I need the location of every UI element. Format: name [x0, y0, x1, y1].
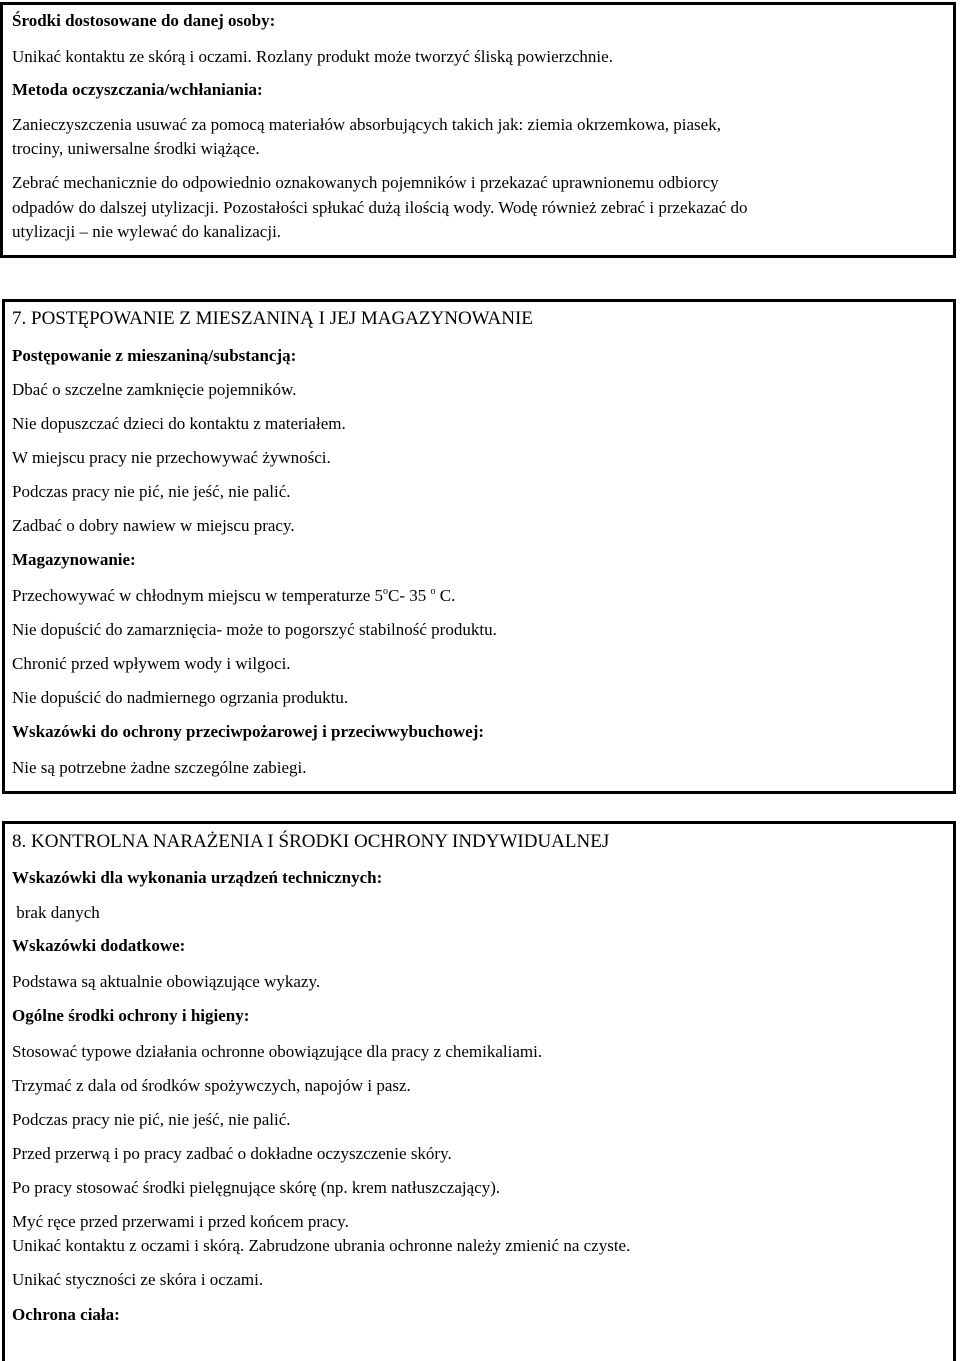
handling-item: Podczas pracy nie pić, nie jeść, nie palić.: [12, 482, 291, 501]
tech-text: brak danych: [12, 903, 100, 922]
cleaning-text-line: utylizacji – nie wylewać do kanalizacji.: [12, 222, 282, 241]
storage-item: Nie dopuścić do nadmiernego ogrzania produktu.: [12, 688, 349, 707]
cleaning-text-line: trociny, uniwersalne środki wiążące.: [12, 139, 260, 158]
general-hygiene-item: Myć ręce przed przerwami i przed końcem pracy.: [12, 1212, 349, 1231]
general-hygiene-item: Stosować typowe działania ochronne obowiązujące dla pracy z chemikaliami.: [12, 1042, 543, 1061]
general-hygiene-item: Przed przerwą i po pracy zadbać o dokładne oczyszczenie skóry.: [12, 1144, 452, 1163]
storage-temperature: Przechowywać w chłodnym miejscu w temperaturze 5$^o$C- 35 $^o$ C.: [12, 586, 456, 605]
general-hygiene-item: Unikać styczności ze skóra i oczami.: [12, 1270, 264, 1289]
tech-heading: Wskazówki dla wykonania urządzeń technicznych:: [12, 868, 383, 887]
handling-heading: Postępowanie z mieszaniną/substancją:: [12, 346, 297, 365]
section-7-box: [2, 299, 956, 794]
body-protection-heading: Ochrona ciała:: [12, 1305, 120, 1324]
storage-heading: Magazynowanie:: [12, 550, 136, 569]
handling-item: W miejscu pracy nie przechowywać żywności.: [12, 448, 331, 467]
handling-item: Zadbać o dobry nawiew w miejscu pracy.: [12, 516, 295, 535]
general-hygiene-item: Unikać kontaktu z oczami i skórą. Zabrudzone ubrania ochronne należy zmienić na czyste.: [12, 1236, 631, 1255]
general-hygiene-item: Podczas pracy nie pić, nie jeść, nie palić.: [12, 1110, 291, 1129]
handling-item: Dbać o szczelne zamknięcie pojemników.: [12, 380, 297, 399]
additional-heading: Wskazówki dodatkowe:: [12, 936, 186, 955]
cleaning-text-line: odpadów do dalszej utylizacji. Pozostałości spłukać dużą ilością wody. Wodę również zebrać i przekazać do: [12, 198, 748, 217]
storage-item: Chronić przed wpływem wody i wilgoci.: [12, 654, 291, 673]
section-7-title: 7. POSTĘPOWANIE Z MIESZANINĄ I JEJ MAGAZYNOWANIE: [12, 308, 533, 329]
fire-heading: Wskazówki do ochrony przeciwpożarowej i przeciwwybuchowej:: [12, 722, 485, 741]
cleaning-text-line: Zanieczyszczenia usuwać za pomocą materiałów absorbujących takich jak: ziemia okrzemkowa, piasek,: [12, 115, 721, 134]
additional-text: Podstawa są aktualnie obowiązujące wykazy.: [12, 972, 321, 991]
general-hygiene-item: Trzymać z dala od środków spożywczych, napojów i pasz.: [12, 1076, 411, 1095]
cleaning-heading: Metoda oczyszczania/wchłaniania:: [12, 80, 263, 99]
fire-text: Nie są potrzebne żadne szczególne zabiegi.: [12, 758, 307, 777]
handling-item: Nie dopuszczać dzieci do kontaktu z materiałem.: [12, 414, 346, 433]
section-8-title: 8. KONTROLNA NARAŻENIA I ŚRODKI OCHRONY INDYWIDUALNEJ: [12, 831, 610, 852]
general-hygiene-heading: Ogólne środki ochrony i higieny:: [12, 1006, 250, 1025]
personal-measures-heading: Środki dostosowane do danej osoby:: [12, 11, 276, 30]
cleaning-text-line: Zebrać mechanicznie do odpowiednio oznakowanych pojemników i przekazać uprawnionemu odbiorcy: [12, 173, 719, 192]
personal-measures-text: Unikać kontaktu ze skórą i oczami. Rozlany produkt może tworzyć śliską powierzchnie.: [12, 47, 613, 66]
general-hygiene-item: Po pracy stosować środki pielęgnujące skórę (np. krem natłuszczający).: [12, 1178, 501, 1197]
storage-item: Nie dopuścić do zamarznięcia- może to pogorszyć stabilność produktu.: [12, 620, 497, 639]
